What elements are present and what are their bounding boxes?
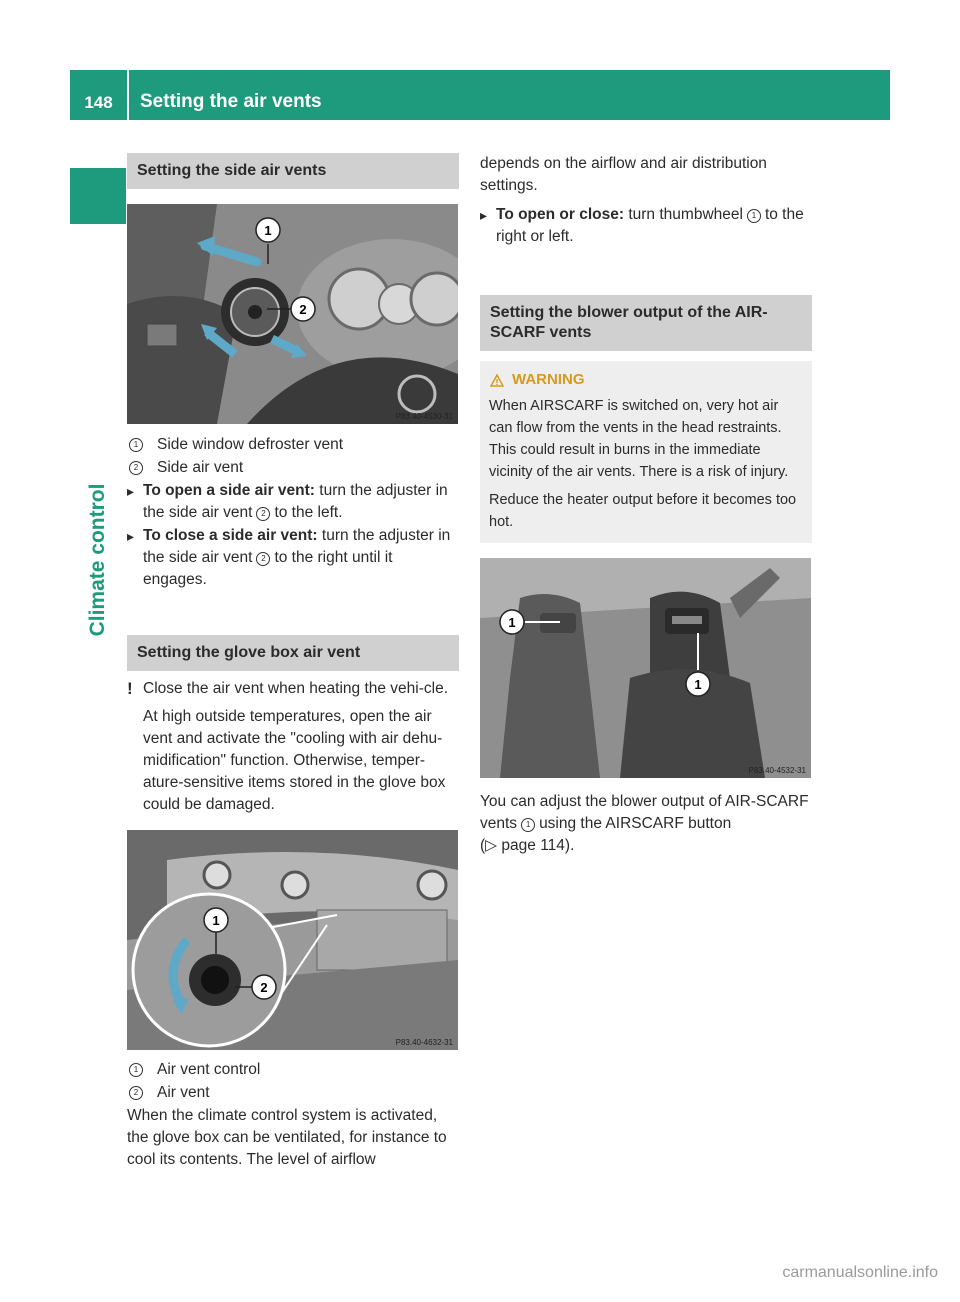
glove-box-legend (127, 1058, 459, 1104)
section-heading-glove-box: Setting the glove box air vent (127, 635, 459, 671)
instruction-step: ▸ To close a side air vent: turn the adjuster in the side air vent 2 to the right until it engages. (127, 525, 459, 591)
legend-text: Air vent control (157, 1061, 261, 1078)
glove-box-photo (127, 830, 458, 1050)
callout-number: 1 (129, 438, 143, 452)
section-heading-side-vents: Setting the side air vents (127, 153, 459, 189)
svg-text:2: 2 (260, 980, 268, 995)
warning-text: When AIRSCARF is switched on, very hot air can flow from the vents in the head restraints. This could result in burns in the immediate vicinity of the air vents. There is a risk of injury. (489, 398, 789, 480)
continuation-paragraph: depends on the airflow and air distribution settings. (480, 155, 767, 194)
notice-icon: ! (127, 679, 133, 698)
side-vents-legend (127, 433, 459, 479)
page-title: Setting the air vents (140, 91, 322, 112)
page-reference-arrow-icon: ▷ (485, 837, 498, 854)
side-vents-photo (127, 204, 458, 424)
chapter-label: Climate control (86, 483, 109, 637)
legend-text: Side window defroster vent (157, 436, 344, 453)
step-label: To open a side air vent: (143, 482, 315, 499)
notice-text-2: At high outside temperatures, open the air vent and activate the "cooling with air dehu-midification" function. Otherwise, temper-ature-sensitive items stored in the glove box could be damaged. (143, 708, 446, 813)
callout-number: 1 (521, 818, 535, 832)
legend-text: Air vent (157, 1084, 210, 1101)
svg-text:1: 1 (264, 223, 272, 238)
warning-text-2: Reduce the heater output before it becomes too hot. (489, 492, 797, 530)
header-divider (127, 70, 129, 120)
warning-box (480, 361, 812, 543)
body-paragraph: When the climate control system is activated, the glove box can be ventilated, for instance to cool its contents. The level of airflow (127, 1107, 447, 1168)
callout-number: 2 (256, 552, 270, 566)
legend-item (127, 1058, 459, 1081)
svg-text:2: 2 (299, 302, 307, 317)
step-label: To close a side air vent: (143, 527, 318, 544)
step-label: To open or close: (496, 206, 625, 223)
svg-text:1: 1 (694, 677, 702, 692)
notice-text: Close the air vent when heating the vehi-cle. (143, 680, 449, 697)
step-arrow-icon: ▸ (127, 483, 135, 499)
image-code: P83.40-4532-31 (748, 766, 806, 775)
instruction-step: ▸ To open or close: turn thumbwheel 1 to the right or left. (480, 204, 812, 248)
side-tab-marker (70, 168, 126, 224)
step-arrow-icon: ▸ (127, 528, 135, 544)
notice-block (127, 678, 459, 816)
instruction-step: ▸ To open a side air vent: turn the adjuster in the side air vent 2 to the left. (127, 480, 459, 524)
image-code: P83.40-4530-31 (395, 412, 453, 421)
watermark: carmanualsonline.info (782, 1264, 938, 1281)
legend-item (127, 456, 459, 479)
warning-triangle-icon (490, 374, 504, 387)
legend-item (127, 1081, 459, 1104)
callout-number: 1 (747, 209, 761, 223)
body-paragraph: You can adjust the blower output of AIR-SCARF vents 1 using the AIRSCARF button (▷ page 114). (480, 793, 809, 854)
step-arrow-icon: ▸ (480, 207, 488, 223)
svg-text:1: 1 (212, 913, 220, 928)
svg-text:1: 1 (508, 615, 516, 630)
airscarf-photo (480, 558, 811, 778)
legend-text: Side air vent (157, 459, 244, 476)
image-code: P83.40-4632-31 (395, 1038, 453, 1047)
legend-item (127, 433, 459, 456)
warning-heading: WARNING (490, 369, 803, 391)
section-heading-airscarf: Setting the blower output of the AIR-SCARF vents (480, 295, 812, 351)
page-reference-link[interactable]: page 114). (501, 837, 575, 854)
callout-number: 2 (129, 461, 143, 475)
page-number: 148 (84, 93, 113, 112)
callout-number: 2 (129, 1086, 143, 1100)
callout-number: 2 (256, 507, 270, 521)
right-column (480, 153, 812, 857)
callout-number: 1 (129, 1063, 143, 1077)
left-column (127, 153, 459, 1171)
